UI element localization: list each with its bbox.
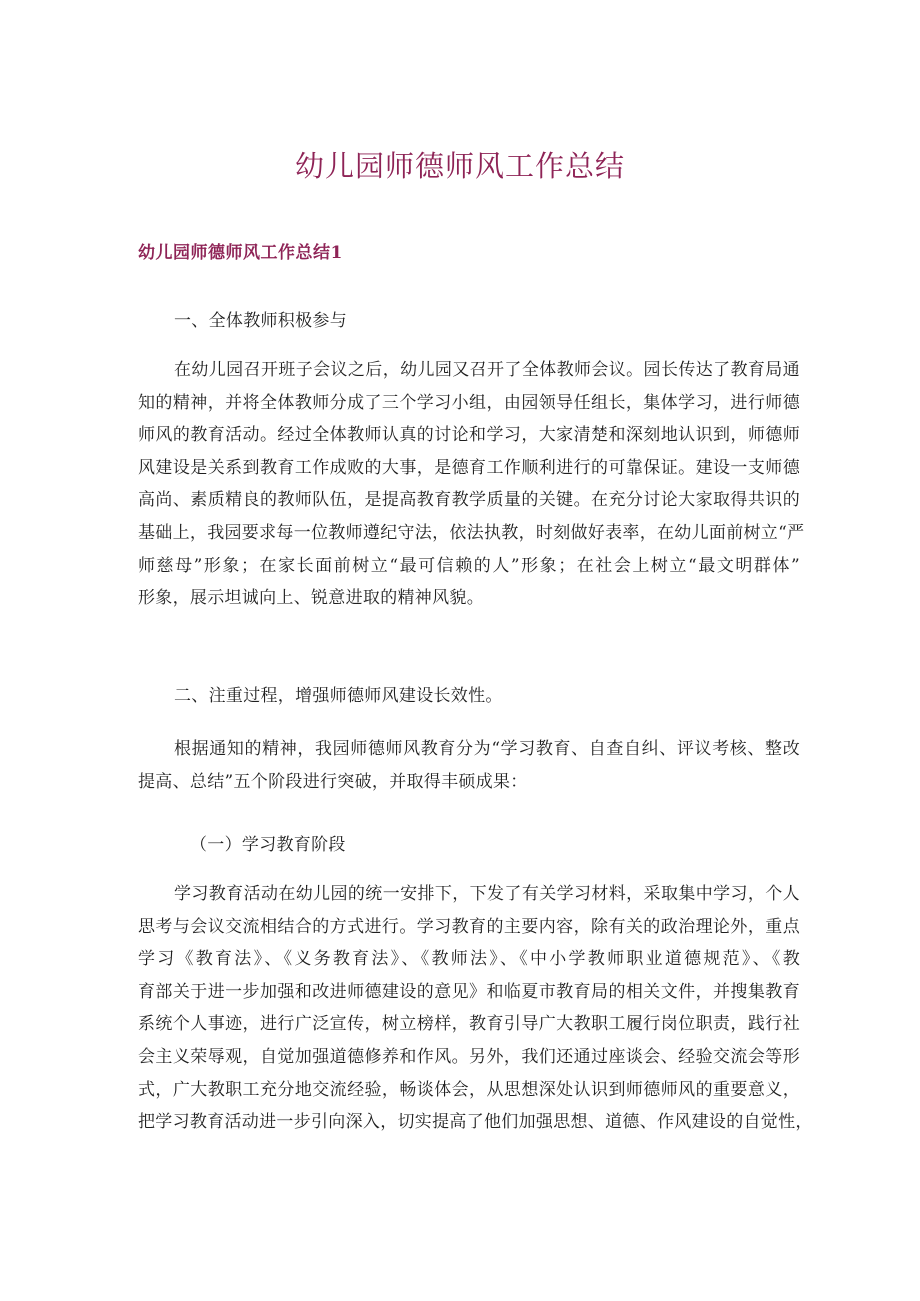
paragraph-line: 系统个人事迹，进行广泛宣传，树立榜样，教育引导广大教职工履行岗位职责，践行社 — [138, 1014, 800, 1035]
subsection-heading-1: （一）学习教育阶段 — [190, 835, 346, 855]
paragraph-line: 式，广大教职工充分地交流经验，畅谈体会，从思想深处认识到师德师风的重要意义， — [138, 1079, 800, 1100]
paragraph-line: 把学习教育活动进一步引向深入，切实提高了他们加强思想、道德、作风建设的自觉性， — [138, 1112, 813, 1133]
document-subtitle: 幼儿园师德师风工作总结1 — [138, 243, 343, 263]
section-heading-1: 一、全体教师积极参与 — [174, 311, 347, 331]
paragraph-1 — [138, 354, 805, 615]
paragraph-line: 学习《教育法》、《义务教育法》、《教师法》、《中小学教师职业道德规范》、《教 — [138, 949, 800, 970]
paragraph-line: 师风的教育活动。经过全体教师认真的讨论和学习，大家清楚和深刻地认识到，师德师 — [138, 425, 800, 446]
paragraph-line: 学习教育活动在幼儿园的统一安排下，下发了有关学习材料，采取集中学习，个人 — [174, 884, 800, 904]
paragraph-line: 高尚、素质精良的教师队伍，是提高教育教学质量的关键。在充分讨论大家取得共识的 — [138, 490, 800, 511]
paragraph-line: 根据通知的精神，我园师德师风教育分为“学习教育、自查自纠、评议考核、整改 — [174, 739, 800, 759]
paragraph-3 — [138, 878, 813, 1139]
paragraph-line: 在幼儿园召开班子会议之后，幼儿园又召开了全体教师会议。园长传达了教育局通 — [174, 360, 800, 380]
paragraph-line: 思考与会议交流相结合的方式进行。学习教育的主要内容，除有关的政治理论外，重点 — [138, 916, 800, 937]
paragraph-line: 知的精神，并将全体教师分成了三个学习小组，由园领导任组长，集体学习，进行师德 — [138, 392, 800, 413]
paragraph-line: 会主义荣辱观，自觉加强道德修养和作风。另外，我们还通过座谈会、经验交流会等形 — [138, 1046, 800, 1067]
paragraph-line: 风建设是关系到教育工作成败的大事，是德育工作顺利进行的可靠保证。建设一支师德 — [138, 457, 800, 478]
paragraph-line: 育部关于进一步加强和改进师德建设的意见》和临夏市教育局的相关文件，并搜集教育 — [138, 981, 800, 1002]
paragraph-2 — [138, 733, 800, 798]
paragraph-line: 提高、总结”五个阶段进行突破，并取得丰硕成果： — [138, 771, 528, 792]
paragraph-line: 形象，展示坦诚向上、锐意进取的精神风貌。 — [138, 588, 484, 609]
section-heading-2: 二、注重过程，增强师德师风建设长效性。 — [174, 686, 503, 706]
paragraph-line: 基础上，我园要求每一位教师遵纪守法，依法执教，时刻做好表率，在幼儿面前树立“严 — [138, 522, 805, 543]
paragraph-line: 师慈母”形象；在家长面前树立“最可信赖的人”形象；在社会上树立“最文明群体” — [138, 555, 800, 576]
document-title: 幼儿园师德师风工作总结 — [294, 149, 625, 183]
